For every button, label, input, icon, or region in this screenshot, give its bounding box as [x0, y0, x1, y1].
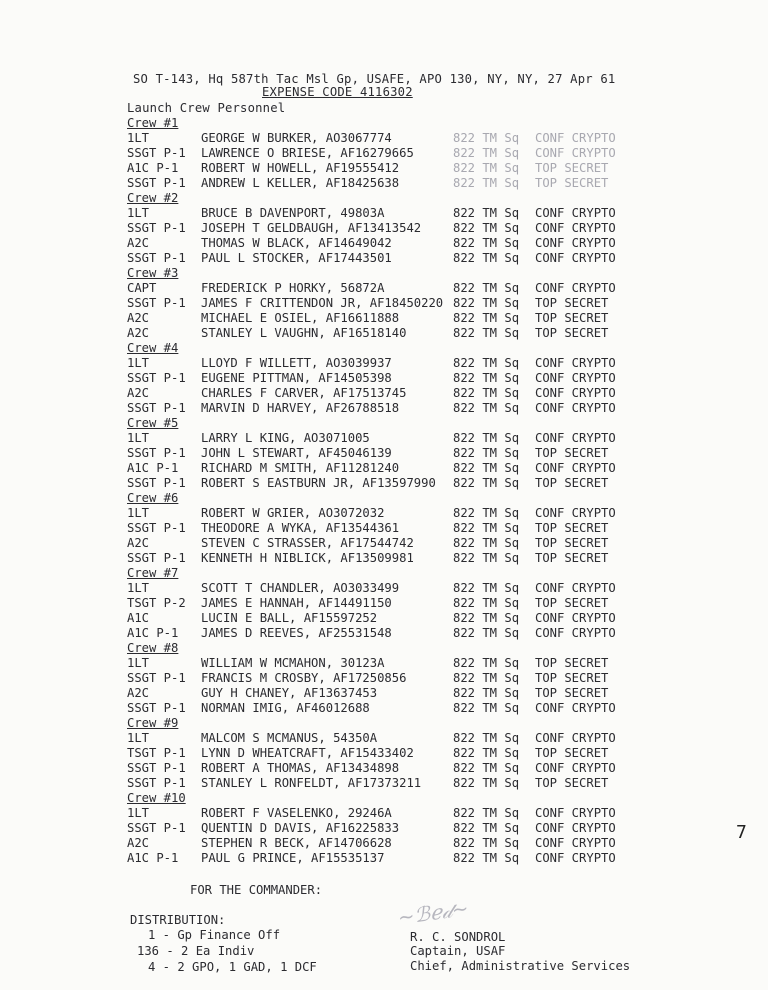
member-name: STANLEY L VAUGHN, AF16518140 — [201, 326, 407, 340]
crew-member-row — [0, 401, 768, 416]
crew-member-row — [0, 536, 768, 551]
crew-member-row — [0, 386, 768, 401]
member-unit: 822 TM Sq — [453, 161, 520, 175]
member-unit: 822 TM Sq — [453, 596, 520, 610]
member-clearance: CONF CRYPTO — [535, 251, 616, 265]
member-clearance: CONF CRYPTO — [535, 401, 616, 415]
member-name: JAMES E HANNAH, AF14491150 — [201, 596, 392, 610]
member-name: STEVEN C STRASSER, AF17544742 — [201, 536, 414, 550]
crew-member-row — [0, 476, 768, 491]
member-unit: 822 TM Sq — [453, 176, 520, 190]
crew-member-row — [0, 446, 768, 461]
member-unit: 822 TM Sq — [453, 461, 520, 475]
member-unit: 822 TM Sq — [453, 296, 520, 310]
member-clearance: TOP SECRET — [535, 311, 609, 325]
member-rank: A2C — [127, 386, 150, 400]
member-name: ROBERT A THOMAS, AF13434898 — [201, 761, 400, 775]
member-unit: 822 TM Sq — [453, 536, 520, 550]
crew-member-row — [0, 206, 768, 221]
crew-heading: Crew #1 — [127, 116, 179, 130]
member-rank: 1LT — [127, 506, 150, 520]
member-name: THOMAS W BLACK, AF14649042 — [201, 236, 392, 250]
crew-member-row — [0, 761, 768, 776]
member-clearance: TOP SECRET — [535, 161, 609, 175]
member-unit: 822 TM Sq — [453, 476, 520, 490]
member-clearance: CONF CRYPTO — [535, 611, 616, 625]
member-rank: 1LT — [127, 356, 150, 370]
member-clearance: CONF CRYPTO — [535, 131, 616, 145]
member-rank: 1LT — [127, 656, 150, 670]
member-unit: 822 TM Sq — [453, 326, 520, 340]
member-rank: SSGT P-1 — [127, 776, 186, 790]
member-clearance: CONF CRYPTO — [535, 146, 616, 160]
order-line: SO T-143, Hq 587th Tac Msl Gp, USAFE, APO 130, NY, NY, 27 Apr 61 — [133, 72, 616, 86]
member-clearance: TOP SECRET — [535, 671, 609, 685]
crew-member-row — [0, 236, 768, 251]
member-name: QUENTIN D DAVIS, AF16225833 — [201, 821, 400, 835]
crew-member-row — [0, 611, 768, 626]
member-name: STANLEY L RONFELDT, AF17373211 — [201, 776, 422, 790]
member-rank: SSGT P-1 — [127, 701, 186, 715]
member-rank: SSGT P-1 — [127, 551, 186, 565]
member-rank: TSGT P-2 — [127, 596, 186, 610]
member-name: ROBERT W HOWELL, AF19555412 — [201, 161, 400, 175]
crew-member-row — [0, 221, 768, 236]
crew-member-row — [0, 521, 768, 536]
crew-member-row — [0, 506, 768, 521]
member-clearance: CONF CRYPTO — [535, 806, 616, 820]
member-unit: 822 TM Sq — [453, 311, 520, 325]
member-unit: 822 TM Sq — [453, 206, 520, 220]
crew-heading: Crew #5 — [127, 416, 179, 430]
member-rank: A1C P-1 — [127, 461, 179, 475]
crew-heading: Crew #7 — [127, 566, 179, 580]
member-clearance: CONF CRYPTO — [535, 761, 616, 775]
member-rank: SSGT P-1 — [127, 671, 186, 685]
member-unit: 822 TM Sq — [453, 671, 520, 685]
member-rank: SSGT P-1 — [127, 401, 186, 415]
member-unit: 822 TM Sq — [453, 761, 520, 775]
signer-rank: Captain, USAF — [410, 944, 506, 958]
member-name: LAWRENCE O BRIESE, AF16279665 — [201, 146, 414, 160]
member-unit: 822 TM Sq — [453, 506, 520, 520]
member-name: GEORGE W BURKER, AO3067774 — [201, 131, 392, 145]
member-rank: SSGT P-1 — [127, 476, 186, 490]
member-unit: 822 TM Sq — [453, 386, 520, 400]
member-clearance: CONF CRYPTO — [535, 506, 616, 520]
member-clearance: CONF CRYPTO — [535, 386, 616, 400]
member-clearance: TOP SECRET — [535, 746, 609, 760]
member-unit: 822 TM Sq — [453, 701, 520, 715]
member-unit: 822 TM Sq — [453, 686, 520, 700]
member-rank: 1LT — [127, 206, 150, 220]
member-name: JOHN L STEWART, AF45046139 — [201, 446, 392, 460]
member-name: GUY H CHANEY, AF13637453 — [201, 686, 378, 700]
member-rank: 1LT — [127, 806, 150, 820]
member-clearance: CONF CRYPTO — [535, 206, 616, 220]
member-unit: 822 TM Sq — [453, 806, 520, 820]
member-clearance: TOP SECRET — [535, 476, 609, 490]
member-name: JAMES F CRITTENDON JR, AF18450220 — [201, 296, 444, 310]
member-unit: 822 TM Sq — [453, 131, 520, 145]
crew-heading: Crew #8 — [127, 641, 179, 655]
member-clearance: TOP SECRET — [535, 326, 609, 340]
crew-member-row — [0, 551, 768, 566]
member-clearance: TOP SECRET — [535, 596, 609, 610]
section-title: Launch Crew Personnel — [127, 101, 286, 115]
member-name: ANDREW L KELLER, AF18425638 — [201, 176, 400, 190]
member-name: LARRY L KING, AO3071005 — [201, 431, 370, 445]
member-rank: SSGT P-1 — [127, 176, 186, 190]
member-unit: 822 TM Sq — [453, 146, 520, 160]
member-clearance: CONF CRYPTO — [535, 461, 616, 475]
member-name: FRANCIS M CROSBY, AF17250856 — [201, 671, 407, 685]
crew-member-row — [0, 176, 768, 191]
member-rank: A2C — [127, 311, 150, 325]
member-clearance: TOP SECRET — [535, 446, 609, 460]
member-name: EUGENE PITTMAN, AF14505398 — [201, 371, 392, 385]
distribution-label: DISTRIBUTION: — [130, 913, 226, 927]
member-clearance: CONF CRYPTO — [535, 851, 616, 865]
member-rank: A1C P-1 — [127, 851, 179, 865]
member-clearance: CONF CRYPTO — [535, 371, 616, 385]
crew-member-row — [0, 836, 768, 851]
member-clearance: TOP SECRET — [535, 656, 609, 670]
member-name: NORMAN IMIG, AF46012688 — [201, 701, 370, 715]
member-unit: 822 TM Sq — [453, 656, 520, 670]
member-clearance: CONF CRYPTO — [535, 731, 616, 745]
member-unit: 822 TM Sq — [453, 401, 520, 415]
member-rank: A2C — [127, 326, 150, 340]
member-unit: 822 TM Sq — [453, 221, 520, 235]
distribution-item: 4 - 2 GPO, 1 GAD, 1 DCF — [148, 960, 317, 974]
member-rank: SSGT P-1 — [127, 521, 186, 535]
member-clearance: TOP SECRET — [535, 551, 609, 565]
member-name: ROBERT F VASELENKO, 29246A — [201, 806, 392, 820]
member-name: FREDERICK P HORKY, 56872A — [201, 281, 385, 295]
crew-member-row — [0, 806, 768, 821]
crew-member-row — [0, 431, 768, 446]
member-clearance: CONF CRYPTO — [535, 221, 616, 235]
crew-heading: Crew #10 — [127, 791, 186, 805]
member-rank: SSGT P-1 — [127, 221, 186, 235]
member-name: SCOTT T CHANDLER, AO3033499 — [201, 581, 400, 595]
member-name: ROBERT S EASTBURN JR, AF13597990 — [201, 476, 436, 490]
member-clearance: CONF CRYPTO — [535, 431, 616, 445]
crew-member-row — [0, 821, 768, 836]
member-rank: SSGT P-1 — [127, 146, 186, 160]
member-clearance: TOP SECRET — [535, 176, 609, 190]
member-unit: 822 TM Sq — [453, 611, 520, 625]
member-unit: 822 TM Sq — [453, 581, 520, 595]
member-name: KENNETH H NIBLICK, AF13509981 — [201, 551, 414, 565]
member-rank: SSGT P-1 — [127, 371, 186, 385]
distribution-item: 1 - Gp Finance Off — [148, 928, 281, 942]
crew-member-row — [0, 371, 768, 386]
for-commander: FOR THE COMMANDER: — [190, 883, 323, 897]
crew-member-row — [0, 776, 768, 791]
crew-member-row — [0, 131, 768, 146]
crew-member-row — [0, 656, 768, 671]
member-unit: 822 TM Sq — [453, 236, 520, 250]
crew-member-row — [0, 356, 768, 371]
member-name: PAUL G PRINCE, AF15535137 — [201, 851, 385, 865]
member-clearance: CONF CRYPTO — [535, 626, 616, 640]
member-rank: A2C — [127, 686, 150, 700]
crew-member-row — [0, 746, 768, 761]
member-name: JAMES D REEVES, AF25531548 — [201, 626, 392, 640]
member-clearance: CONF CRYPTO — [535, 821, 616, 835]
member-name: PAUL L STOCKER, AF17443501 — [201, 251, 392, 265]
member-unit: 822 TM Sq — [453, 551, 520, 565]
member-rank: 1LT — [127, 731, 150, 745]
member-rank: A2C — [127, 536, 150, 550]
member-rank: SSGT P-1 — [127, 821, 186, 835]
crew-member-row — [0, 626, 768, 641]
crew-heading: Crew #6 — [127, 491, 179, 505]
member-name: WILLIAM W MCMAHON, 30123A — [201, 656, 385, 670]
member-rank: SSGT P-1 — [127, 446, 186, 460]
member-unit: 822 TM Sq — [453, 776, 520, 790]
member-name: JOSEPH T GELDBAUGH, AF13413542 — [201, 221, 422, 235]
member-rank: 1LT — [127, 131, 150, 145]
member-unit: 822 TM Sq — [453, 746, 520, 760]
signer-name: R. C. SONDROL — [410, 930, 506, 944]
member-clearance: CONF CRYPTO — [535, 581, 616, 595]
crew-heading: Crew #9 — [127, 716, 179, 730]
member-unit: 822 TM Sq — [453, 281, 520, 295]
member-unit: 822 TM Sq — [453, 431, 520, 445]
crew-member-row — [0, 596, 768, 611]
member-unit: 822 TM Sq — [453, 356, 520, 370]
member-name: BRUCE B DAVENPORT, 49803A — [201, 206, 385, 220]
crew-member-row — [0, 311, 768, 326]
crew-member-row — [0, 461, 768, 476]
distribution-item: 136 - 2 Ea Indiv — [137, 944, 255, 958]
member-clearance: CONF CRYPTO — [535, 836, 616, 850]
member-rank: 1LT — [127, 431, 150, 445]
member-clearance: CONF CRYPTO — [535, 281, 616, 295]
member-rank: A2C — [127, 236, 150, 250]
member-unit: 822 TM Sq — [453, 446, 520, 460]
member-rank: A1C P-1 — [127, 626, 179, 640]
member-name: CHARLES F CARVER, AF17513745 — [201, 386, 407, 400]
member-clearance: CONF CRYPTO — [535, 701, 616, 715]
crew-member-row — [0, 161, 768, 176]
member-rank: 1LT — [127, 581, 150, 595]
member-unit: 822 TM Sq — [453, 821, 520, 835]
member-rank: A2C — [127, 836, 150, 850]
crew-member-row — [0, 851, 768, 866]
crew-member-row — [0, 731, 768, 746]
crew-member-row — [0, 686, 768, 701]
member-unit: 822 TM Sq — [453, 851, 520, 865]
margin-mark: 7 — [736, 822, 747, 843]
member-name: LLOYD F WILLETT, AO3039937 — [201, 356, 392, 370]
member-rank: A1C — [127, 611, 150, 625]
member-clearance: TOP SECRET — [535, 521, 609, 535]
member-name: RICHARD M SMITH, AF11281240 — [201, 461, 400, 475]
crew-heading: Crew #4 — [127, 341, 179, 355]
crew-member-row — [0, 251, 768, 266]
member-clearance: TOP SECRET — [535, 536, 609, 550]
signer-title: Chief, Administrative Services — [410, 959, 631, 973]
member-rank: SSGT P-1 — [127, 761, 186, 775]
expense-code: EXPENSE CODE 4116302 — [262, 85, 413, 99]
crew-member-row — [0, 281, 768, 296]
member-clearance: TOP SECRET — [535, 686, 609, 700]
crew-member-row — [0, 146, 768, 161]
signature-mark: ~ℬℯ𝒹~ — [396, 895, 471, 930]
member-rank: TSGT P-1 — [127, 746, 186, 760]
member-name: STEPHEN R BECK, AF14706628 — [201, 836, 392, 850]
member-name: LYNN D WHEATCRAFT, AF15433402 — [201, 746, 414, 760]
member-clearance: CONF CRYPTO — [535, 356, 616, 370]
crew-member-row — [0, 701, 768, 716]
crew-heading: Crew #3 — [127, 266, 179, 280]
member-name: MARVIN D HARVEY, AF26788518 — [201, 401, 400, 415]
member-rank: SSGT P-1 — [127, 296, 186, 310]
member-rank: A1C P-1 — [127, 161, 179, 175]
member-name: MALCOM S MCMANUS, 54350A — [201, 731, 378, 745]
crew-heading: Crew #2 — [127, 191, 179, 205]
member-unit: 822 TM Sq — [453, 251, 520, 265]
member-rank: SSGT P-1 — [127, 251, 186, 265]
member-unit: 822 TM Sq — [453, 836, 520, 850]
member-unit: 822 TM Sq — [453, 626, 520, 640]
member-clearance: CONF CRYPTO — [535, 236, 616, 250]
member-unit: 822 TM Sq — [453, 371, 520, 385]
member-name: LUCIN E BALL, AF15597252 — [201, 611, 378, 625]
member-name: ROBERT W GRIER, AO3072032 — [201, 506, 385, 520]
member-unit: 822 TM Sq — [453, 521, 520, 535]
member-rank: CAPT — [127, 281, 157, 295]
member-unit: 822 TM Sq — [453, 731, 520, 745]
crew-member-row — [0, 581, 768, 596]
member-clearance: TOP SECRET — [535, 776, 609, 790]
crew-member-row — [0, 296, 768, 311]
crew-member-row — [0, 326, 768, 341]
member-clearance: TOP SECRET — [535, 296, 609, 310]
member-name: THEODORE A WYKA, AF13544361 — [201, 521, 400, 535]
crew-member-row — [0, 671, 768, 686]
member-name: MICHAEL E OSIEL, AF16611888 — [201, 311, 400, 325]
